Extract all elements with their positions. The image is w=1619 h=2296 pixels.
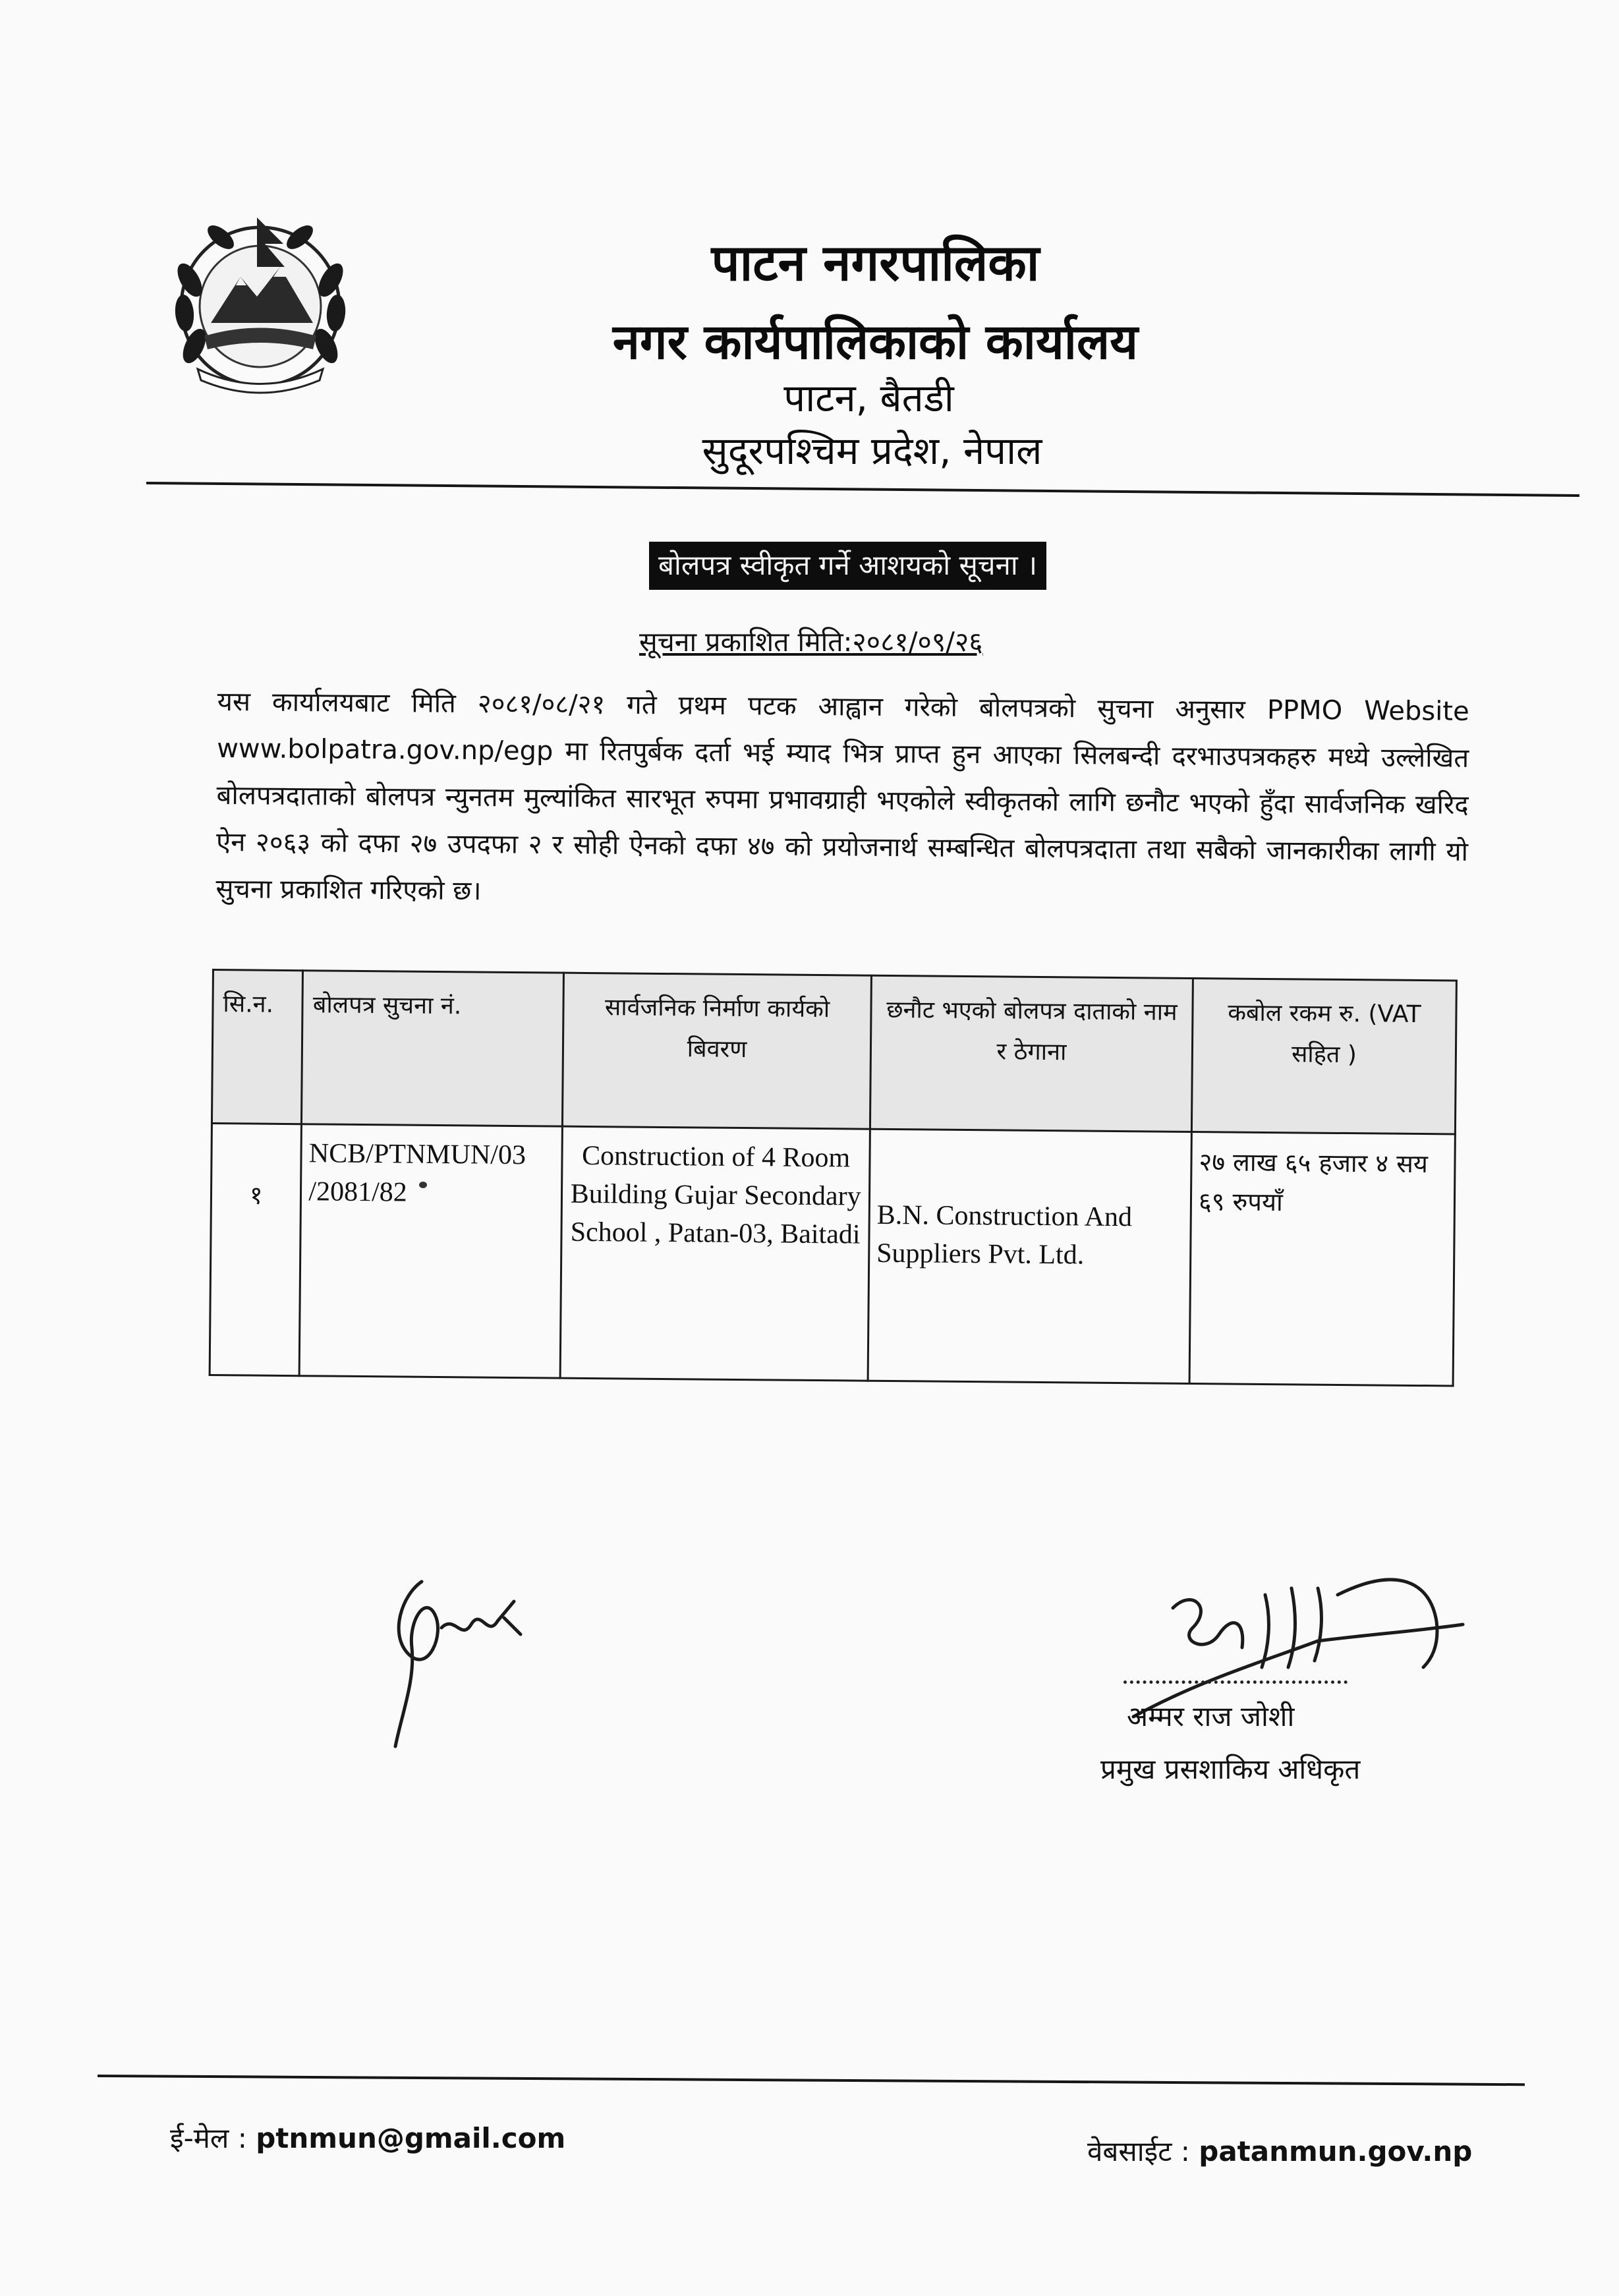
table-header-row xyxy=(212,970,1456,1134)
header-notice-no: बोलपत्र सुचना नं. xyxy=(302,971,564,1126)
signatory-title: प्रमुख प्रसशाकिय अधिकृत xyxy=(1100,1753,1361,1785)
website-label: वेबसाईट : xyxy=(1087,2135,1199,2167)
office-location: पाटन, बैतडी xyxy=(783,376,954,420)
header-bidder: छनौट भएको बोलपत्र दाताको नाम र ठेगाना xyxy=(870,975,1193,1132)
header-work-description: सार्वजनिक निर्माण कार्यको बिवरण xyxy=(563,973,872,1129)
email-address[interactable]: ptnmun@gmail.com xyxy=(256,2122,566,2154)
notice-body: यस कार्यालयबाट मिति २०८१/०८/२१ गते प्रथम पटक आह्वान गरेको बोलपत्रको सुचना अनुसार PPMO Website www.bolpatra.gov.np/egp मा रितपुर्बक दर्ता भई म्याद भित्र प्राप्त हुन आएका सिलबन्दी दरभाउपत्रकहरु मध्ये उल्लेखित बोलपत्रदाताको बोलपत्र न्युनतम मुल्यांकित सारभूत रुपमा प्रभावग्राही भएकोले स्वीकृतको लागि छनौट भएको हुँदा सार्वजनिक खरिद ऐन २०६३ को दफा २७ उपदफा २ र सोही ऐनको दफा ४७ को प्रयोजनार्थ सम्बन्धित बोलपत्रदाता तथा सबैको जानकारीका लागी यो सुचना प्रकाशित गरिएको छ। xyxy=(215,686,1469,907)
municipality-name: पाटन नगरपालिका xyxy=(711,233,1040,292)
signature-dotted-line xyxy=(1123,1680,1348,1684)
header-serial: सि.न. xyxy=(212,970,302,1124)
signatory-name: अम्मर राज जोशी xyxy=(1127,1700,1295,1733)
office-name: नगर कार्यपालिकाको कार्यालय xyxy=(612,314,1139,370)
table-row xyxy=(210,1124,1455,1386)
footer-email xyxy=(170,2119,565,2156)
footer-divider xyxy=(98,2075,1525,2086)
cell-work-description: Construction of 4 Room Building Gujar Secondary School , Patan-03, Baitadi xyxy=(560,1126,870,1381)
cell-amount: २७ लाख ६५ हजार ४ सय ६९ रुपयाँ xyxy=(1189,1132,1455,1385)
province-country: सुदूरपश्चिम प्रदेश, नेपाल xyxy=(702,428,1042,473)
website-address[interactable]: patanmun.gov.np xyxy=(1199,2135,1473,2167)
cell-notice-no: NCB/PTNMUN/03 /2081/82 xyxy=(299,1124,562,1378)
header-divider xyxy=(146,482,1579,497)
cell-bidder: B.N. Construction And Suppliers Pvt. Ltd. xyxy=(868,1129,1191,1383)
notice-title: बोलपत्र स्वीकृत गर्ने आशयको सूचना । xyxy=(649,542,1046,590)
handwritten-signature-left xyxy=(382,1555,554,1753)
ink-speck xyxy=(419,1182,427,1188)
award-table xyxy=(209,969,1458,1387)
cell-serial: १ xyxy=(210,1124,302,1376)
footer-website xyxy=(1087,2132,1472,2169)
header-amount: कबोल रकम रु. (VAT सहित ) xyxy=(1191,978,1456,1134)
published-date: सूचना प्रकाशित मिति:२०८१/०९/२६ xyxy=(639,626,983,658)
email-label: ई-मेल : xyxy=(170,2122,256,2154)
